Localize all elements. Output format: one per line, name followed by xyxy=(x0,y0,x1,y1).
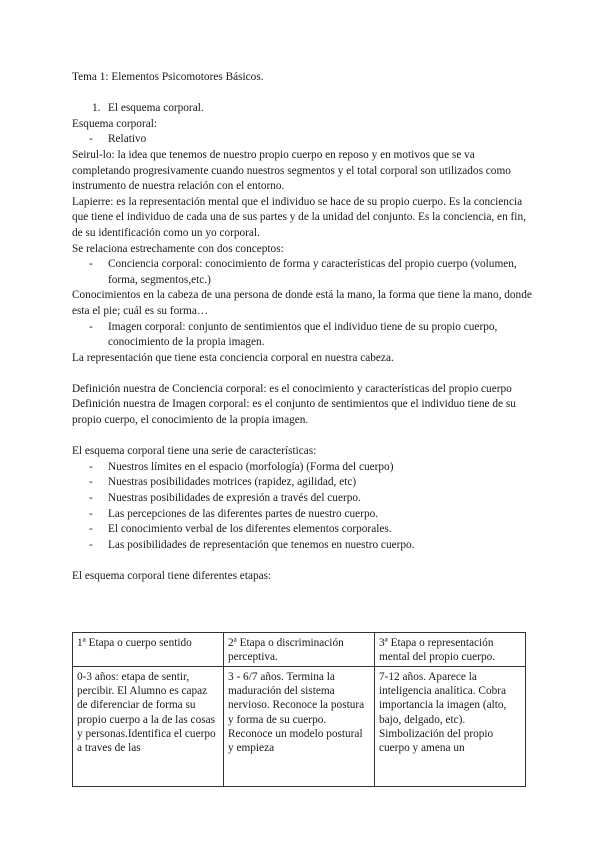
table-cell-stage-3 xyxy=(375,667,526,787)
table-header-cell: 3ª Etapa o representación mental del propio cuerpo. xyxy=(375,633,526,667)
section-heading-1 xyxy=(72,101,532,117)
cell-text: 3 - 6/7 años. Termina la maduración del sistema nervioso. Reconoce la postura y forma de su cuerpo. Reconoce un modelo postural y empieza xyxy=(228,671,365,755)
bullet-concepto-1 xyxy=(72,257,532,288)
bullet-text: Imagen corporal: conjunto de sentimientos que el individuo tiene de su propio cuerpo, conocimiento de la propia imagen. xyxy=(108,320,498,349)
cell-text: 7-12 años. Aparece la inteligencia analítica. Cobra importancia la imagen (alto, bajo, delgado, etc). Simbolización del propio cuerpo y amena un xyxy=(379,671,507,755)
dash-marker: - xyxy=(89,476,93,489)
list-item xyxy=(72,538,532,554)
table-header-cell: 1ª Etapa o cuerpo sentido xyxy=(73,633,224,667)
stages-table xyxy=(72,632,526,787)
table-row xyxy=(73,667,526,787)
dash-marker: - xyxy=(89,258,93,271)
list-item xyxy=(72,475,532,491)
list-item-text: Nuestras posibilidades de expresión a través del cuerpo. xyxy=(108,492,361,505)
list-item xyxy=(72,460,532,476)
definicion-imagen: Definición nuestra de Imagen corporal: es el conjunto de sentimientos que el individuo tiene de su propio cuerpo, el conocimiento de la propia imagen. xyxy=(72,398,516,427)
table-header-row xyxy=(73,633,526,667)
list-item-text: Las posibilidades de representación que tenemos en nuestro cuerpo. xyxy=(108,538,415,551)
bullet-concepto-2 xyxy=(72,320,532,351)
cell-text: 0-3 años: etapa de sentir, percibir. El Alumno es capaz de diferenciar de forma su propio cuerpo a la de las cosas y personas.Identifica el cuerpo a traves de las xyxy=(77,671,216,755)
bullet-text: Conciencia corporal: conocimiento de forma y características del propio cuerpo (volumen, forma, segmentos,etc.) xyxy=(108,258,517,286)
dash-marker: - xyxy=(89,492,93,505)
list-item xyxy=(72,507,532,523)
table-cell-stage-2 xyxy=(224,667,375,787)
list-item-text: Nuestros límites en el espacio (morfología) (Forma del cuerpo) xyxy=(108,460,394,473)
document-title: Tema 1: Elementos Psicomotores Básicos. xyxy=(72,71,264,83)
definicion-conciencia: Definición nuestra de Conciencia corporal: es el conocimiento y características del propio cuerpo xyxy=(72,382,512,395)
dash-marker: - xyxy=(89,320,93,333)
dash-marker: - xyxy=(89,460,93,473)
dash-marker: - xyxy=(89,507,93,520)
list-item-text: Nuestras posibilidades motrices (rapidez, agilidad, etc) xyxy=(108,476,357,489)
section-label: El esquema corporal. xyxy=(108,102,204,115)
seirul-definition: Seirul-lo: la idea que tenemos de nuestro propio cuerpo en reposo y en motivos que se va completando progresivamente cuando nuestros segmentos y el total corporal son utilizados como instrumento de nuestra relación con el entorno. xyxy=(72,148,511,193)
document-body xyxy=(72,70,532,585)
list-item xyxy=(72,522,532,538)
lapierre-definition: Lapierre: es la representación mental que el individuo se hace de su propio cuerpo. Es la conciencia que tiene el individuo de cada una de sus partes y de la unidad del conjunto. Es la conciencia, en fin, de su identificación como un yo corporal. xyxy=(72,195,526,239)
caracteristicas-intro: El esquema corporal tiene una serie de características: xyxy=(72,445,317,458)
list-item-text: Las percepciones de las diferentes partes de nuestro cuerpo. xyxy=(108,507,379,520)
etapas-intro: El esquema corporal tiene diferentes etapas: xyxy=(72,570,272,582)
dash-marker: - xyxy=(89,133,93,146)
bullet-text: Relativo xyxy=(108,133,147,146)
dash-marker: - xyxy=(89,538,93,551)
list-item-text: El conocimiento verbal de los diferentes elementos corporales. xyxy=(108,523,392,536)
conocimientos-text: Conocimientos en la cabeza de una persona de donde está la mano, la forma que tiene la mano, donde esta el pie; cuál es su forma… xyxy=(72,289,532,317)
section-number: 1. xyxy=(92,102,101,115)
dash-marker: - xyxy=(89,523,93,536)
representacion-text: La representación que tiene esta conciencia corporal en nuestra cabeza. xyxy=(72,351,394,364)
bullet-relativo xyxy=(72,132,532,148)
relaciona-text: Se relaciona estrechamente con dos conceptos: xyxy=(72,242,284,255)
list-item xyxy=(72,491,532,507)
table-cell-stage-1 xyxy=(73,667,224,787)
table-header-cell: 2ª Etapa o discriminación perceptiva. xyxy=(224,633,375,667)
esquema-heading: Esquema corporal: xyxy=(72,117,158,130)
